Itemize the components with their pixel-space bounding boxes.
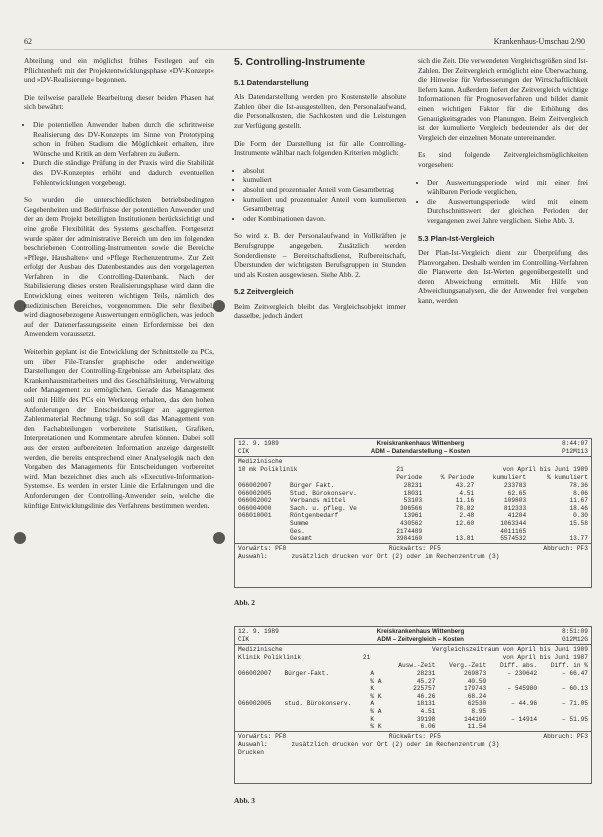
table-cell: 13.81 bbox=[455, 535, 475, 543]
table-cell: 11.16 bbox=[455, 497, 475, 505]
table-row bbox=[235, 505, 591, 513]
table-cell: A bbox=[370, 700, 375, 708]
table-cell: 066002007 bbox=[238, 669, 272, 677]
table-cell: – 230642 bbox=[507, 669, 538, 677]
table-cell: 62.65 bbox=[507, 489, 527, 497]
table-cell: 13961 bbox=[403, 512, 423, 520]
text-column-right bbox=[418, 56, 588, 314]
paragraph: Als Datendarstellung werden pro Kostenstelle absolute Zahlen über die Ist-ausgestellten, den Personalaufwand, die Personalkosten, die Sachkosten und die Leistungen zur Verfügung gestellt. bbox=[234, 92, 406, 130]
print-title: Kreiskrankenhaus Wittenberg bbox=[376, 628, 465, 635]
table-cell bbox=[235, 685, 281, 693]
table-cell: 78.36 bbox=[569, 481, 588, 489]
data-table bbox=[235, 474, 591, 542]
table-cell: 225757 bbox=[413, 685, 436, 693]
table-cell: 68.24 bbox=[467, 692, 487, 700]
back-key: Rückwärts: PF5 bbox=[388, 544, 441, 552]
table-cell: 39198 bbox=[416, 715, 436, 723]
paragraph: So wurden die unterschiedlichsten betriebsbedingten Gegebenheiten und Bedürfnisse der potentiellen Anwender und der an dem Projekt beteiligten Institutionen berücksichtigt und eine große Flexibilität des Systems geschaffen. Fortgesetzt wurde später der administrative Bereich um den im folgenden beschriebenen Controlling-Instrumenten sowie die Bereiche »Pflege, Haushalten« und »Pflege Rechenzentrum«. Zur Zeit erfolgt der Ausbau des Datenbestandes aus den vorgelagerten Verfahren in die Controlling-Datenbank. Nach der Stabilisierung dieses ersten Realisierungsphase wird dann die Entwicklung eines weiteren wichtigen Teils, nämlich des medizinischen Bereiches, vorgenommen. Die sehr flexibel, wird diagnosebezogene Auswertungen ermöglichen, was jedoch auf der Datenerfassungsseite einen Erfordernisse bei den Anwendern voraussetzt. bbox=[24, 195, 214, 339]
table-cell: 066002007 bbox=[238, 481, 272, 489]
table-cell: A bbox=[370, 669, 375, 677]
list-item: • Durch die ständige Prüfung in der Praxis wird die Stabilität des DV-Konzeptes erhöht und dadurch eventuellen Fehlentwicklungen vorgebeugt. bbox=[33, 158, 214, 187]
table-cell: 4.51 bbox=[420, 707, 436, 715]
print-time: 8:44:07 bbox=[561, 440, 588, 447]
printout-header bbox=[235, 439, 591, 457]
table-row bbox=[235, 723, 591, 731]
table-cell: 62530 bbox=[467, 700, 487, 708]
selection-label: Auswahl: bbox=[238, 741, 268, 749]
table-cell bbox=[235, 723, 281, 731]
printout-footer-line bbox=[235, 553, 591, 561]
paragraph: Die Form der Darstellung ist für alle Controlling-Instrumente wählbar nach folgenden Kriterien möglich: bbox=[234, 138, 406, 158]
table-cell: – 44.96 bbox=[511, 700, 538, 708]
print-option: zusätzlich drucken vor Ort (2) oder im Rechenzentrum (3) bbox=[291, 553, 500, 561]
table-header-cell: % Periode bbox=[440, 474, 475, 482]
paragraph: Beim Zeitvergleich bleibt das Vergleichsobjekt immer dasselbe, jedoch ändert bbox=[234, 301, 406, 321]
table-row bbox=[235, 528, 591, 536]
table-cell: 18.46 bbox=[569, 504, 588, 512]
table-cell: % A bbox=[370, 677, 382, 685]
table-cell: Stud. Bürokonserv. bbox=[289, 489, 357, 497]
subsection-heading: 5.3 Plan-Ist-Vergleich bbox=[418, 233, 495, 243]
table-cell: 41204 bbox=[507, 512, 527, 520]
table-cell: 78.82 bbox=[455, 504, 475, 512]
table-cell: 1063344 bbox=[500, 519, 527, 527]
period-label: von April bis Juni 1987 bbox=[502, 653, 588, 661]
journal-name: Krankenhaus-Umschau 2/90 bbox=[493, 37, 585, 46]
list-item: • absolut bbox=[243, 166, 406, 176]
table-cell: – 66.47 bbox=[562, 669, 588, 677]
table-cell: 5574532 bbox=[500, 535, 527, 543]
table-cell bbox=[281, 685, 367, 693]
table-cell: 18131 bbox=[416, 700, 436, 708]
subsection-heading: 5.1 Datendarstellung bbox=[234, 77, 309, 87]
punch-hole bbox=[213, 532, 225, 544]
paragraph: Es sind folgende Zeitvergleichsmöglichkeiten vorgesehen: bbox=[418, 150, 588, 169]
screen-printout-fig2 bbox=[234, 438, 592, 588]
list-item: • Die potentiellen Anwender haben durch die schrittweise Realisierung des DV-Konzepts im Sinne von Prototyping schon in frühen Stadium die Möglichkeit erhalten, ihre Wünsche und Kritik an dem Verfahren zu äußern. bbox=[33, 120, 214, 158]
table-cell: 18031 bbox=[403, 489, 423, 497]
paragraph: sich die Zeit. Die verwendeten Vergleichsgrößen sind Ist-Zahlen. Der Zeitvergleich ermöglicht eine Überwachung, die Hinweise für Verbesserungen der Wirtschaftlichkeit liefern kann. Außerdem liefert der Zeitvergleich wichtige Informationen für Prognoseverfahren und bildet damit einen wichtigen Faktor für die Erhöhung des Genauigkeitsgrades von Planungen. Beim Zeitvergleich ist der kumulierte Vergleich bedeutender als der der Vergleich der einzelnen Monate untereinander. bbox=[418, 56, 588, 142]
table-cell bbox=[540, 723, 591, 731]
subsection-heading: 5.2 Zeitvergleich bbox=[234, 287, 294, 297]
figure-caption: Abb. 2 bbox=[234, 598, 255, 607]
table-cell: 11.54 bbox=[467, 723, 487, 731]
table-cell: 306566 bbox=[399, 504, 423, 512]
paragraph: Der Plan-Ist-Vergleich dient zur Überprüfung des Planvorgaben. Deshalb werden im Controlling-Verfahren die Planwerte den Ist-Werten gegenübergestellt und deren Abweichung ermittelt. Mit Hilfe von Abweichungsanalysen, die der Anwender frei vorgeben kann, werden bbox=[418, 248, 588, 306]
table-cell: stud. Bürokonserv. bbox=[284, 700, 352, 708]
table-cell bbox=[540, 708, 591, 716]
table-row bbox=[235, 490, 591, 498]
screen-printout-fig3 bbox=[234, 626, 592, 784]
unit-label: 10 mk Poliklinik bbox=[238, 465, 298, 473]
table-cell: Summe bbox=[289, 519, 309, 527]
table-header-cell bbox=[235, 474, 287, 482]
punch-hole bbox=[14, 532, 26, 544]
table-row bbox=[235, 482, 591, 490]
table-cell bbox=[235, 535, 287, 543]
table-cell: 109803 bbox=[503, 497, 527, 505]
table-cell bbox=[489, 723, 540, 731]
table-row bbox=[235, 693, 591, 701]
forward-key: Vorwärts: PF8 bbox=[238, 732, 287, 740]
table-row bbox=[235, 678, 591, 686]
print-program: P12M113 bbox=[561, 447, 588, 455]
table-cell: 2.48 bbox=[459, 512, 475, 520]
table-cell: 28231 bbox=[416, 669, 436, 677]
table-header-cell: % kumuliert bbox=[547, 474, 588, 482]
table-cell: 430562 bbox=[399, 519, 423, 527]
printout-footer-line bbox=[235, 741, 591, 756]
table-cell: % K bbox=[370, 692, 382, 700]
back-key: Rückwärts: PF5 bbox=[388, 732, 441, 740]
text-column-left bbox=[24, 56, 214, 518]
table-cell: 2174409 bbox=[396, 527, 423, 535]
table-header-cell: Diff. in % bbox=[550, 662, 588, 670]
selection-label: Auswahl: bbox=[238, 553, 268, 561]
table-cell: 4011165 bbox=[500, 527, 527, 535]
table-cell: 6.06 bbox=[420, 723, 436, 731]
print-label: Drucken bbox=[238, 748, 264, 756]
print-option: zusätzlich drucken vor Ort (2) oder im Rechenzentrum (3) bbox=[291, 741, 500, 749]
table-cell: 144109 bbox=[463, 715, 487, 723]
table-cell: 066002005 bbox=[238, 700, 272, 708]
table-cell: 066002002 bbox=[238, 497, 272, 505]
table-cell bbox=[281, 716, 367, 724]
table-row bbox=[235, 716, 591, 724]
table-cell: Verbands mittel bbox=[289, 497, 346, 505]
table-cell bbox=[281, 708, 367, 716]
list-item: • Der Auswertungsperiode wird mit einer frei wählbaren Periode verglichen, bbox=[427, 178, 588, 197]
cost-center-code: 21 bbox=[396, 465, 404, 473]
table-cell bbox=[281, 678, 367, 686]
table-cell: 43.27 bbox=[455, 481, 475, 489]
table-cell: 8.06 bbox=[573, 489, 588, 497]
table-row bbox=[235, 708, 591, 716]
table-cell: 066004000 bbox=[238, 504, 272, 512]
table-row bbox=[235, 700, 591, 708]
paragraph: Die teilweise parallele Bearbeitung dieser beiden Phasen hat sich bewährt: bbox=[24, 92, 214, 112]
page-number: 62 bbox=[24, 37, 32, 46]
abort-key: Abbruch: PF3 bbox=[543, 732, 588, 740]
list-item: • kumuliert und prozentualer Anteil vom kumulierten Gesamtbetrag bbox=[243, 195, 406, 214]
table-cell: K bbox=[370, 715, 375, 723]
print-time: 8:51:09 bbox=[561, 628, 588, 635]
table-cell: 3904160 bbox=[396, 535, 423, 543]
table-cell: 28231 bbox=[403, 481, 423, 489]
table-row bbox=[235, 497, 591, 505]
table-header-cell bbox=[281, 662, 367, 670]
print-date: 12. 9. 1989 bbox=[238, 440, 279, 447]
table-row bbox=[235, 512, 591, 520]
table-cell: 13.77 bbox=[569, 535, 588, 543]
data-table bbox=[235, 662, 591, 730]
table-cell bbox=[235, 528, 287, 536]
table-cell: 179743 bbox=[463, 685, 487, 693]
cost-center-code: 21 bbox=[362, 653, 371, 661]
print-date: 12. 9. 1989 bbox=[238, 628, 279, 635]
bullet-list bbox=[418, 178, 588, 226]
printout-header bbox=[235, 627, 591, 645]
table-row bbox=[235, 535, 591, 543]
table-row bbox=[235, 670, 591, 678]
table-cell: 45.27 bbox=[416, 677, 436, 685]
table-cell bbox=[489, 708, 540, 716]
table-cell: 40.59 bbox=[467, 677, 487, 685]
printout-selection bbox=[235, 645, 591, 662]
table-cell: 812333 bbox=[503, 504, 527, 512]
bullet-list bbox=[234, 166, 406, 224]
table-cell bbox=[281, 693, 367, 701]
table-header-cell: Diff. abs. bbox=[499, 662, 538, 670]
table-header-cell: Ausw.-Zeit bbox=[398, 662, 436, 670]
table-header-cell bbox=[235, 662, 281, 670]
print-system: CIK bbox=[238, 447, 250, 455]
print-system: CIK bbox=[238, 635, 250, 643]
paragraph: So wird z. B. der Personalaufwand in Vollkräften je Berufsgruppe angegeben. Zusätzlich werden Sonderdienste – Bereitschaftsdienst, Rufbereitschaft, Überstunden der wichtigsten Berufsgruppen in Stunden und als Kosten ausgewiesen. Siehe Abb. 2. bbox=[234, 231, 406, 279]
table-cell bbox=[529, 528, 591, 536]
print-program: G12M12G bbox=[561, 635, 588, 643]
table-cell: 8.95 bbox=[471, 707, 487, 715]
table-cell bbox=[425, 528, 477, 536]
table-cell: – 51.95 bbox=[562, 715, 588, 723]
table-cell: 11.67 bbox=[569, 497, 588, 505]
bullet-list bbox=[24, 120, 214, 187]
table-cell: 53103 bbox=[403, 497, 423, 505]
table-row bbox=[235, 685, 591, 693]
table-cell bbox=[235, 678, 281, 686]
table-cell: Sach. u. pfleg. Ve bbox=[289, 504, 357, 512]
table-cell bbox=[540, 678, 591, 686]
period-label: Vergleichszeitraum von April bis Juni 1989 bbox=[432, 646, 588, 654]
table-cell: 066010001 bbox=[238, 512, 272, 520]
table-cell bbox=[235, 693, 281, 701]
period-label: von April bis Juni 1989 bbox=[502, 465, 588, 473]
table-cell: Ges. bbox=[289, 527, 305, 535]
table-header-cell: kumuliert bbox=[492, 474, 527, 482]
list-item: • oder Kombinationen davon. bbox=[243, 214, 406, 224]
table-row bbox=[235, 520, 591, 528]
table-header-cell bbox=[287, 474, 383, 482]
paragraph: Abteilung und ein möglichst frühes Festlegen auf ein Pflichtenheft mit der Projektentwicklungsphase »DV-Konzept« und »DV-Realisierung« begonnen. bbox=[24, 56, 214, 85]
print-title: Kreiskrankenhaus Wittenberg bbox=[376, 440, 465, 447]
table-cell: 233783 bbox=[503, 481, 527, 489]
table-cell: Bürger-Fakt. bbox=[284, 669, 330, 677]
unit-label: Medizinische bbox=[238, 458, 283, 466]
list-item: • die Auswertungsperiode wird mit einem Durchschnittswert der gleichen Perioden der vergangenen zwei Jahre verglichen. Siehe Abb. 3. bbox=[427, 197, 588, 226]
table-cell: Röntgenbedarf bbox=[289, 512, 339, 520]
unit-label: Klinik Poliklinik bbox=[238, 653, 302, 661]
list-item: • kumuliert bbox=[243, 175, 406, 185]
table-header-cell bbox=[367, 662, 387, 670]
table-cell bbox=[235, 708, 281, 716]
figure-caption: Abb. 3 bbox=[234, 796, 255, 805]
table-cell: – 14914 bbox=[511, 715, 538, 723]
section-heading: 5. Controlling-Instrumente bbox=[234, 56, 366, 68]
text-column-middle bbox=[234, 56, 406, 329]
punch-hole bbox=[213, 300, 225, 312]
table-cell bbox=[489, 693, 540, 701]
unit-label: Medizinische bbox=[238, 646, 283, 654]
printout-footer bbox=[235, 543, 591, 554]
list-item: • absolut und prozentualer Anteil vom Gesamtbetrag bbox=[243, 185, 406, 195]
printout-selection bbox=[235, 457, 591, 474]
table-header-cell: Periode bbox=[396, 474, 423, 482]
table-cell: Bürger Fakt. bbox=[289, 481, 335, 489]
table-cell bbox=[281, 723, 367, 731]
table-cell: K bbox=[370, 685, 375, 693]
table-cell: 12.60 bbox=[455, 519, 475, 527]
print-subtitle: ADM – Datendarstellung – Kosten bbox=[370, 447, 471, 455]
table-cell bbox=[540, 693, 591, 701]
table-cell bbox=[489, 678, 540, 686]
table-cell: % A bbox=[370, 707, 382, 715]
table-cell: – 71.05 bbox=[562, 700, 588, 708]
table-cell: % K bbox=[370, 723, 382, 731]
table-cell: 15.58 bbox=[569, 519, 588, 527]
table-cell bbox=[235, 520, 287, 528]
print-subtitle: ADM – Zeitvergleich – Kosten bbox=[376, 635, 464, 643]
table-cell: 4.51 bbox=[459, 489, 475, 497]
forward-key: Vorwärts: PF8 bbox=[238, 544, 287, 552]
table-cell: 46.26 bbox=[416, 692, 436, 700]
table-header-cell: Verg.-Zeit bbox=[449, 662, 487, 670]
table-cell: Gesamt bbox=[289, 535, 313, 543]
table-cell: – 545980 bbox=[507, 685, 538, 693]
paragraph: Weiterhin geplant ist die Entwicklung der Schnittstelle zu PCs, um über File-Transfer graphische oder anderweitige Darstellungen der Controlling-Ergebnisse am Arbeitsplatz des Krankenhausmitarbeiters und des Geschäftsleitung, Verwaltung oder Management zu ermöglichen. Gerade das Management soll mit Hilfe des PCs ein Werkzeug erhalten, das den hohen Anforderungen der Entscheidungsträger an aggregierten Zahlenmaterial Rechnung trägt. So soll das Management von den Fachabteilungen vorbereitete Statistiken, Grafiken, Interpretationen und Kommentare abrufen können. Dabei soll aus der ersten aufbereiteten Information anzeige dargestellt werden, die bereits entsprechend einer Analyselogik nach den Vorgaben des Managements für Entscheidungen vorbereitet wird. Man bezeichnet dies auch als »Executive-Information-Systems«. Es werden in erster Linie die Erfahrungen und die Anforderungen der Controlling-Anwender sein, welche die künftige Entwicklungslinie des Verfahrens bestimmen werden. bbox=[24, 347, 214, 510]
printout-footer bbox=[235, 731, 591, 742]
table-cell: 0.30 bbox=[573, 512, 588, 520]
table-cell bbox=[235, 716, 281, 724]
table-cell: 066002005 bbox=[238, 489, 272, 497]
table-cell: 269873 bbox=[463, 669, 487, 677]
page-header bbox=[24, 37, 585, 50]
abort-key: Abbruch: PF3 bbox=[543, 544, 588, 552]
table-cell: – 60.13 bbox=[562, 685, 588, 693]
